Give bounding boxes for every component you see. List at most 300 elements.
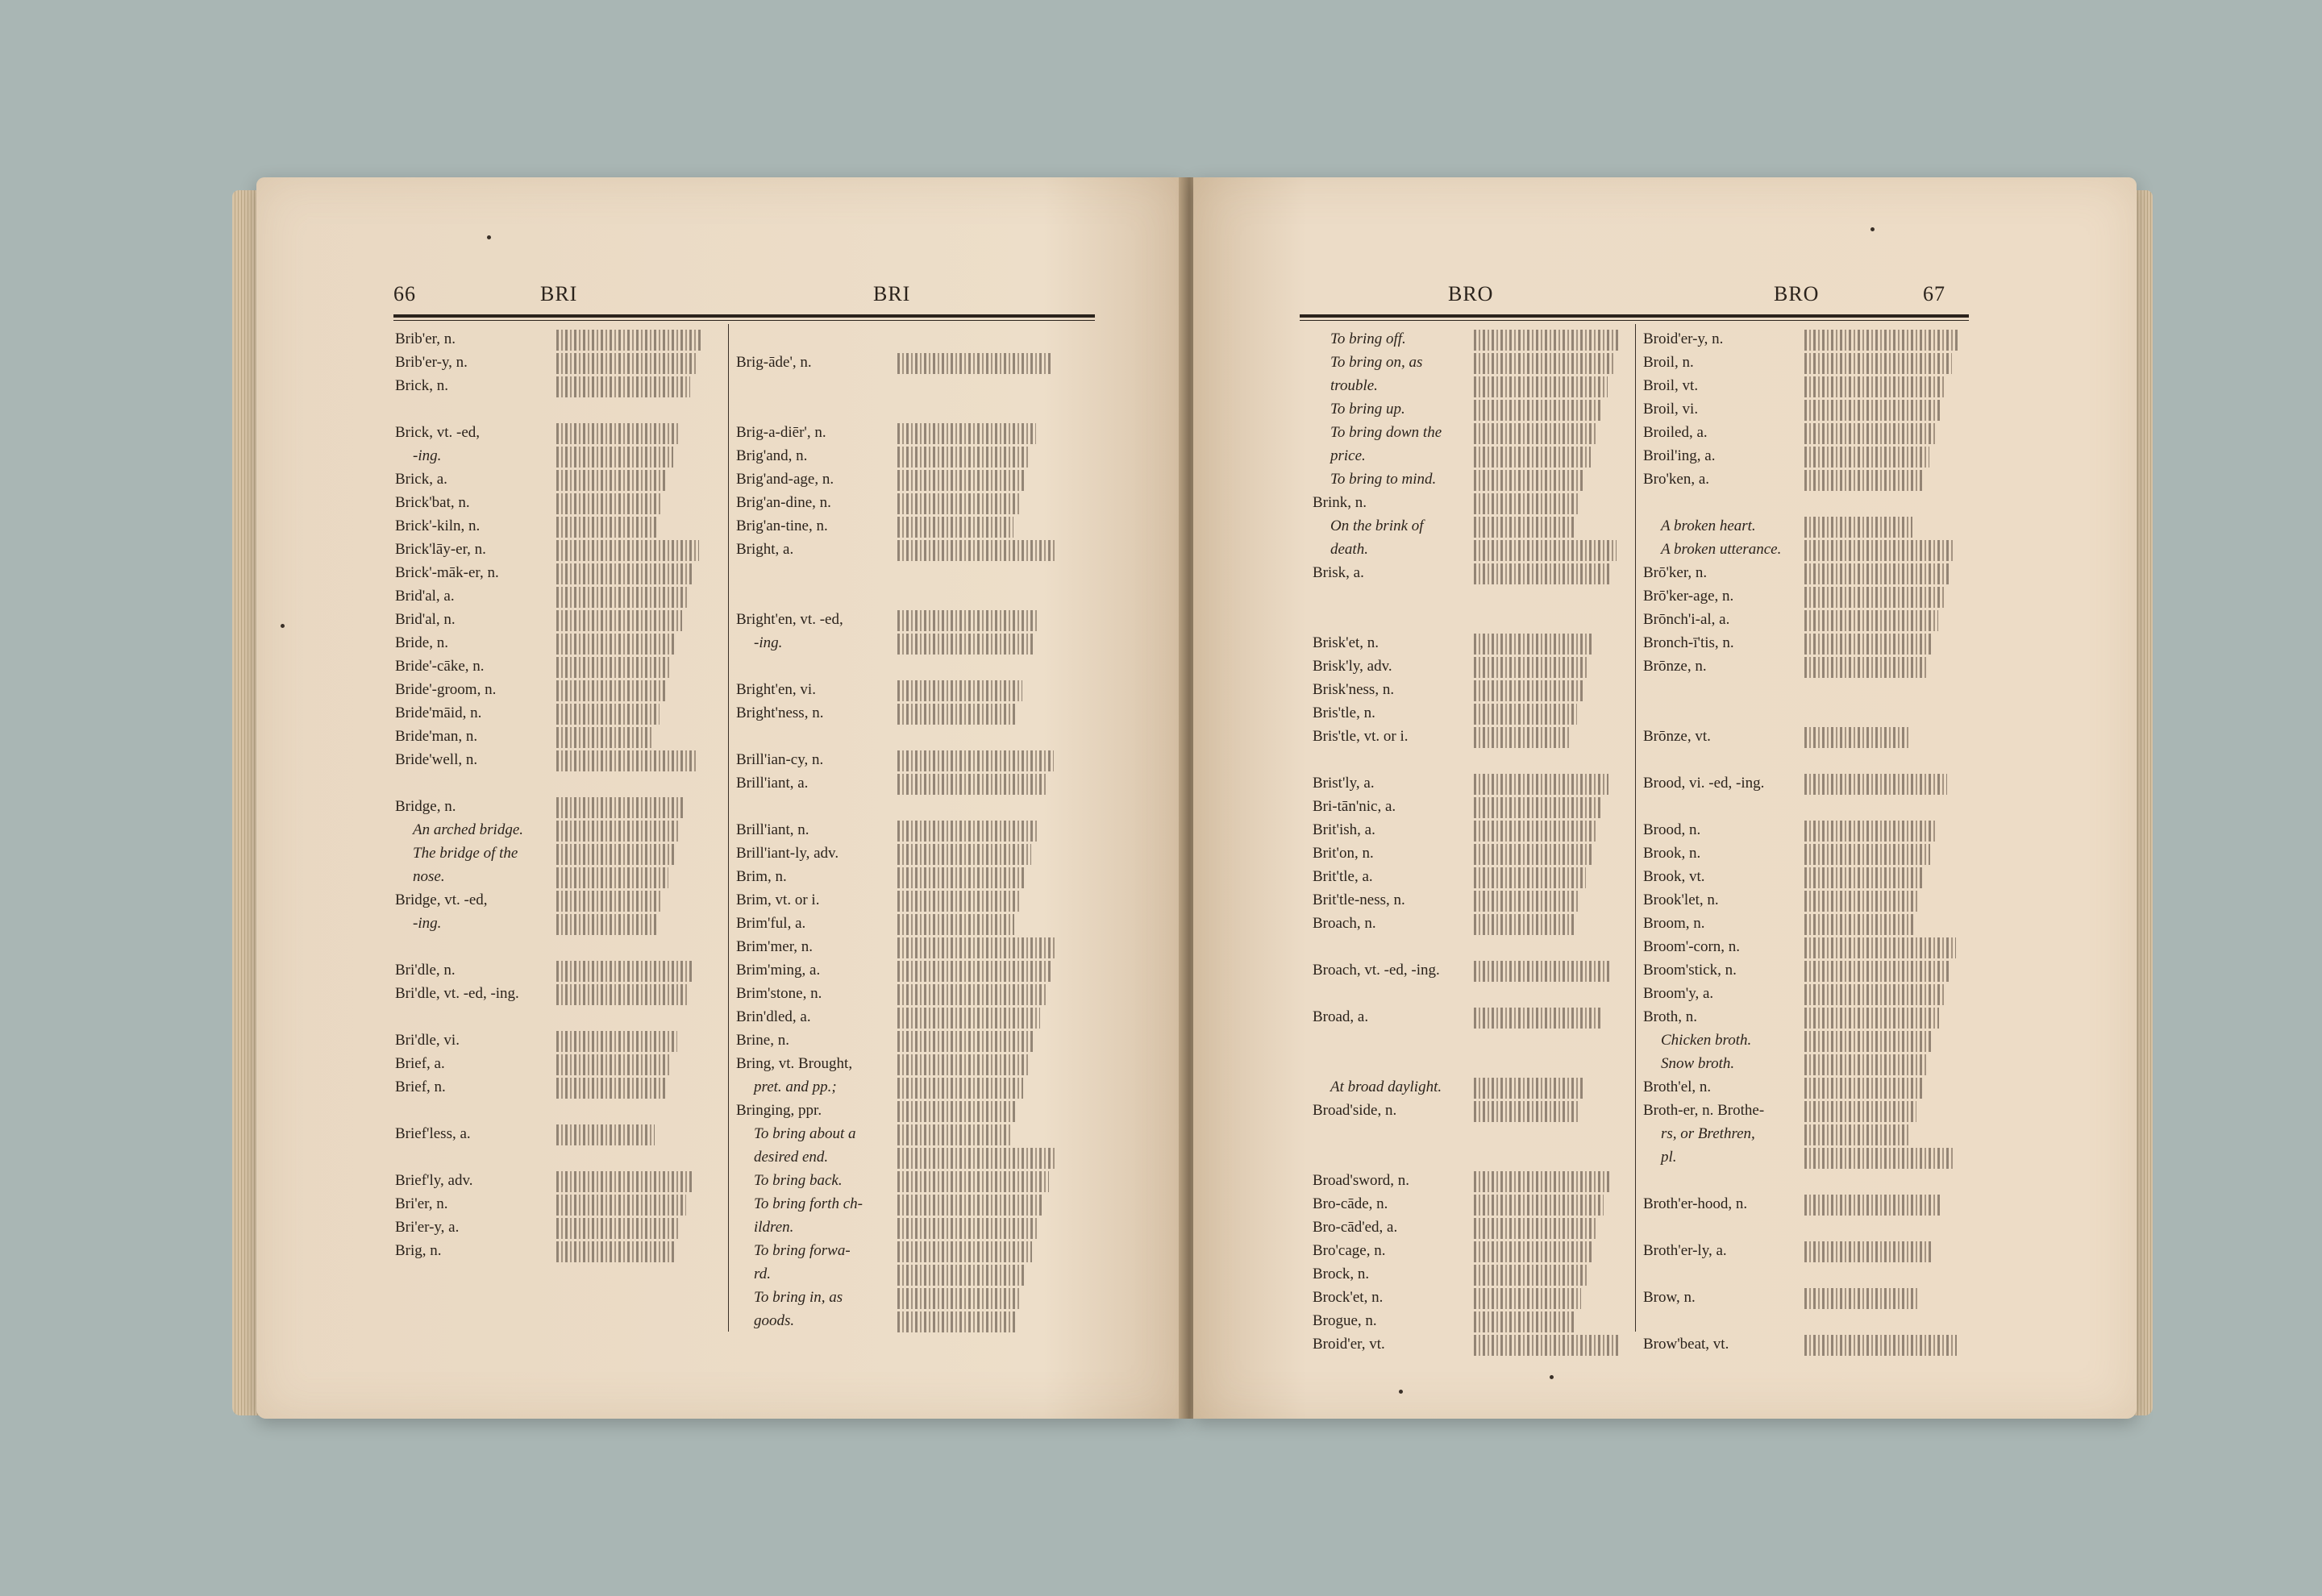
- entries-column-1: [395, 327, 566, 1262]
- entry-headword: Bri'dle, n.: [395, 962, 456, 979]
- dictionary-entry: [395, 444, 566, 468]
- japanese-gloss: [1474, 844, 1592, 865]
- dictionary-entry: [1313, 701, 1484, 725]
- dictionary-entry: [1313, 982, 1484, 1005]
- entry-headword: nose.: [413, 868, 445, 885]
- japanese-gloss: [897, 423, 1036, 444]
- entry-headword: Bring, vt. Brought,: [736, 1055, 853, 1072]
- entry-headword: Broom'-corn, n.: [1643, 938, 1741, 955]
- japanese-gloss: [1474, 376, 1608, 397]
- dictionary-entry: [1313, 327, 1484, 351]
- dictionary-entry: [395, 631, 566, 655]
- entry-headword: Brig, n.: [395, 1242, 442, 1259]
- japanese-gloss: [556, 867, 668, 888]
- japanese-gloss: [1804, 867, 1925, 888]
- entry-headword: To bring up.: [1330, 401, 1405, 418]
- dictionary-entry: [395, 608, 566, 631]
- japanese-gloss: [556, 750, 697, 771]
- japanese-gloss: [556, 704, 660, 725]
- japanese-gloss: [1474, 634, 1594, 655]
- dictionary-entry: [1643, 561, 1814, 584]
- dictionary-entry: [1313, 1005, 1484, 1029]
- entry-headword: To bring in, as: [754, 1289, 843, 1306]
- dictionary-entry: [395, 748, 566, 771]
- entry-headword: Bri'er-y, a.: [395, 1219, 460, 1236]
- japanese-gloss: [1804, 891, 1919, 912]
- entry-headword: Bride'māid, n.: [395, 704, 482, 721]
- dictionary-entry: [395, 561, 566, 584]
- japanese-gloss: [556, 1124, 655, 1145]
- entry-headword: Brōnze, n.: [1643, 658, 1707, 675]
- japanese-gloss: [897, 1288, 1021, 1309]
- entry-headword: -ing.: [413, 447, 442, 464]
- dictionary-entry: [1643, 1239, 1814, 1262]
- dictionary-entry: [1643, 935, 1814, 958]
- entry-headword: Chicken broth.: [1661, 1032, 1752, 1049]
- entry-headword: Broach, vt. -ed, -ing.: [1313, 962, 1440, 979]
- dictionary-entry: [736, 678, 907, 701]
- dictionary-entry: [1643, 795, 1814, 818]
- japanese-gloss: [897, 1124, 1012, 1145]
- entry-headword: Brill'iant, a.: [736, 775, 809, 792]
- entry-headword: Brogue, n.: [1313, 1312, 1377, 1329]
- entry-headword: goods.: [754, 1312, 795, 1329]
- japanese-gloss: [1804, 984, 1945, 1005]
- dictionary-entry: [1643, 982, 1814, 1005]
- dictionary-entry: [1643, 1005, 1814, 1029]
- dictionary-entry: [395, 935, 566, 958]
- dictionary-entry: [1313, 888, 1484, 912]
- paper-speck: [1399, 1390, 1403, 1394]
- japanese-gloss: [1474, 704, 1577, 725]
- dictionary-entry: [1643, 1029, 1814, 1052]
- dictionary-entry: [1313, 935, 1484, 958]
- japanese-gloss: [1804, 961, 1950, 982]
- dictionary-entry: [736, 608, 907, 631]
- dictionary-entry: [1313, 1216, 1484, 1239]
- japanese-gloss: [1804, 657, 1927, 678]
- dictionary-entry: [736, 1075, 907, 1099]
- dictionary-entry: [1643, 888, 1814, 912]
- japanese-gloss: [1474, 961, 1612, 982]
- japanese-gloss: [1804, 727, 1910, 748]
- japanese-gloss: [556, 984, 689, 1005]
- entry-headword: Brib'er-y, n.: [395, 354, 468, 371]
- entry-headword: Brid'al, n.: [395, 611, 456, 628]
- entry-headword: Broiled, a.: [1643, 424, 1708, 441]
- entry-headword: Brock, n.: [1313, 1266, 1370, 1282]
- japanese-gloss: [1474, 891, 1580, 912]
- entry-headword: Bri'dle, vi.: [395, 1032, 460, 1049]
- japanese-gloss: [1804, 353, 1952, 374]
- dictionary-entry: [1313, 655, 1484, 678]
- dictionary-entry: [1643, 374, 1814, 397]
- dictionary-entry: [736, 468, 907, 491]
- entry-headword: Brit'on, n.: [1313, 845, 1374, 862]
- dictionary-entry: [1313, 818, 1484, 842]
- entry-headword: Bright'en, vi.: [736, 681, 816, 698]
- entry-headword: Bride'man, n.: [395, 728, 478, 745]
- paper-speck: [1550, 1375, 1554, 1379]
- dictionary-entry: [1313, 608, 1484, 631]
- japanese-gloss: [1474, 353, 1613, 374]
- japanese-gloss: [897, 914, 1014, 935]
- entry-headword: Broil'ing, a.: [1643, 447, 1716, 464]
- dictionary-entry: [1643, 631, 1814, 655]
- entry-headword: Brim'mer, n.: [736, 938, 814, 955]
- dictionary-entry: [736, 397, 907, 421]
- entry-headword: A broken utterance.: [1661, 541, 1782, 558]
- dictionary-entry: [1643, 1286, 1814, 1309]
- japanese-gloss: [897, 493, 1019, 514]
- entry-headword: price.: [1330, 447, 1366, 464]
- dictionary-entry: [736, 771, 907, 795]
- japanese-gloss: [1474, 914, 1575, 935]
- dictionary-entry: [395, 1005, 566, 1029]
- dictionary-entry: [1313, 1145, 1484, 1169]
- entry-headword: Brō'ker-age, n.: [1643, 588, 1734, 605]
- japanese-gloss: [1474, 540, 1617, 561]
- entry-headword: Brill'iant-ly, adv.: [736, 845, 839, 862]
- dictionary-entry: [1313, 678, 1484, 701]
- japanese-gloss: [1804, 1078, 1922, 1099]
- entry-headword: Brid'al, a.: [395, 588, 455, 605]
- entries-column-2: [736, 327, 907, 1332]
- dictionary-entry: [1643, 351, 1814, 374]
- dictionary-entry: [395, 771, 566, 795]
- entry-headword: To bring off.: [1330, 330, 1406, 347]
- dictionary-entry: [395, 1099, 566, 1122]
- entry-headword: Broad'side, n.: [1313, 1102, 1397, 1119]
- dictionary-entry: [736, 1192, 907, 1216]
- japanese-gloss: [1804, 1241, 1931, 1262]
- dictionary-entry: [395, 842, 566, 865]
- dictionary-entry: [736, 701, 907, 725]
- japanese-gloss: [1474, 330, 1619, 351]
- entry-headword: To bring about a: [754, 1125, 856, 1142]
- japanese-gloss: [897, 680, 1022, 701]
- entry-headword: Brock'et, n.: [1313, 1289, 1384, 1306]
- running-head-left-1: BRI: [540, 282, 578, 305]
- entry-headword: Brim'ful, a.: [736, 915, 806, 932]
- japanese-gloss: [897, 1008, 1040, 1029]
- entry-headword: ildren.: [754, 1219, 794, 1236]
- entry-headword: Brill'ian-cy, n.: [736, 751, 824, 768]
- japanese-gloss: [897, 1241, 1032, 1262]
- dictionary-entry: [1313, 725, 1484, 748]
- dictionary-entry: [395, 655, 566, 678]
- entry-headword: Brill'iant, n.: [736, 821, 809, 838]
- dictionary-entry: [736, 491, 907, 514]
- entry-headword: Bro'ken, a.: [1643, 471, 1710, 488]
- entry-headword: Broom, n.: [1643, 915, 1705, 932]
- dictionary-entry: [736, 1052, 907, 1075]
- entry-headword: Broth-er, n. Brothe-: [1643, 1102, 1765, 1119]
- dictionary-entry: [1643, 538, 1814, 561]
- japanese-gloss: [1804, 470, 1924, 491]
- dictionary-entry: [1643, 678, 1814, 701]
- dictionary-entry: [736, 1122, 907, 1145]
- entry-headword: Brim'ming, a.: [736, 962, 821, 979]
- dictionary-entry: [1643, 1052, 1814, 1075]
- japanese-gloss: [1474, 563, 1611, 584]
- japanese-gloss: [1474, 447, 1591, 468]
- dictionary-entry: [395, 818, 566, 842]
- japanese-gloss: [1474, 400, 1602, 421]
- entry-headword: To bring forth ch-: [754, 1195, 863, 1212]
- japanese-gloss: [1804, 400, 1941, 421]
- japanese-gloss: [897, 1078, 1023, 1099]
- japanese-gloss: [897, 1195, 1043, 1216]
- entry-headword: Brick'bat, n.: [395, 494, 470, 511]
- dictionary-entry: [395, 351, 566, 374]
- entry-headword: Brist'ly, a.: [1313, 775, 1375, 792]
- dictionary-entry: [1313, 912, 1484, 935]
- japanese-gloss: [1474, 1101, 1578, 1122]
- entry-headword: desired end.: [754, 1149, 829, 1166]
- japanese-gloss: [897, 1311, 1015, 1332]
- japanese-gloss: [556, 1078, 666, 1099]
- dictionary-entry: [1643, 584, 1814, 608]
- entry-headword: Broil, n.: [1643, 354, 1694, 371]
- dictionary-entry: [395, 1192, 566, 1216]
- dictionary-entry: [736, 818, 907, 842]
- dictionary-entry: [736, 842, 907, 865]
- dictionary-entry: [1313, 795, 1484, 818]
- dictionary-entry: [395, 1169, 566, 1192]
- japanese-gloss: [1804, 1288, 1920, 1309]
- entry-headword: Broid'er, vt.: [1313, 1336, 1385, 1353]
- dictionary-entry: [395, 795, 566, 818]
- entry-headword: Snow broth.: [1661, 1055, 1735, 1072]
- japanese-gloss: [1804, 587, 1944, 608]
- dictionary-entry: [736, 1239, 907, 1262]
- japanese-gloss: [897, 470, 1025, 491]
- dictionary-entry: [1313, 514, 1484, 538]
- entry-headword: Brief, n.: [395, 1079, 446, 1095]
- dictionary-entry: [1643, 912, 1814, 935]
- japanese-gloss: [897, 1054, 1029, 1075]
- entry-headword: trouble.: [1330, 377, 1378, 394]
- dictionary-entry: [1643, 514, 1814, 538]
- japanese-gloss: [1804, 563, 1950, 584]
- entry-headword: Bride'-groom, n.: [395, 681, 497, 698]
- entry-headword: Brisk'ly, adv.: [1313, 658, 1392, 675]
- dictionary-entry: [1643, 958, 1814, 982]
- japanese-gloss: [556, 1031, 677, 1052]
- paper-speck: [281, 624, 285, 628]
- japanese-gloss: [897, 1101, 1017, 1122]
- japanese-gloss: [1804, 844, 1930, 865]
- entry-headword: Bright'en, vt. -ed,: [736, 611, 843, 628]
- entry-headword: Brick'lāy-er, n.: [395, 541, 486, 558]
- dictionary-entry: [1643, 1099, 1814, 1122]
- entry-headword: Brig'and, n.: [736, 447, 808, 464]
- japanese-gloss: [556, 563, 693, 584]
- dictionary-entry: [1313, 491, 1484, 514]
- japanese-gloss: [1474, 821, 1597, 842]
- dictionary-entry: [736, 421, 907, 444]
- japanese-gloss: [556, 517, 656, 538]
- japanese-gloss: [1474, 1311, 1575, 1332]
- entry-headword: Broid'er-y, n.: [1643, 330, 1724, 347]
- dictionary-entry: [1313, 1122, 1484, 1145]
- japanese-gloss: [897, 704, 1017, 725]
- japanese-gloss: [897, 1031, 1034, 1052]
- dictionary-entry: [1313, 865, 1484, 888]
- japanese-gloss: [556, 587, 688, 608]
- entry-headword: Bri-tān'nic, a.: [1313, 798, 1396, 815]
- right-page: [1193, 177, 2137, 1419]
- entry-headword: Bride, n.: [395, 634, 448, 651]
- japanese-gloss: [897, 891, 1020, 912]
- dictionary-entry: [736, 327, 907, 351]
- japanese-gloss: [897, 774, 1048, 795]
- dictionary-entry: [1643, 842, 1814, 865]
- japanese-gloss: [556, 1171, 692, 1192]
- japanese-gloss: [556, 727, 654, 748]
- japanese-gloss: [897, 750, 1054, 771]
- japanese-gloss: [897, 447, 1030, 468]
- dictionary-entry: [736, 1099, 907, 1122]
- dictionary-entry: [395, 1052, 566, 1075]
- japanese-gloss: [1804, 634, 1933, 655]
- dictionary-entry: [1313, 1169, 1484, 1192]
- entry-headword: To bring forwa-: [754, 1242, 851, 1259]
- entry-headword: To bring to mind.: [1330, 471, 1437, 488]
- japanese-gloss: [1474, 867, 1586, 888]
- entry-headword: An arched bridge.: [413, 821, 524, 838]
- dictionary-entry: [1313, 374, 1484, 397]
- dictionary-entry: [395, 1216, 566, 1239]
- dictionary-entry: [736, 1169, 907, 1192]
- entry-headword: Brig'an-dine, n.: [736, 494, 831, 511]
- entry-headword: death.: [1330, 541, 1368, 558]
- entry-headword: Broil, vt.: [1643, 377, 1699, 394]
- entry-headword: Brit'tle, a.: [1313, 868, 1373, 885]
- dictionary-entry: [395, 491, 566, 514]
- dictionary-entry: [395, 725, 566, 748]
- entry-headword: Brick'-kiln, n.: [395, 517, 481, 534]
- entry-headword: Bro'cage, n.: [1313, 1242, 1386, 1259]
- entry-headword: Bright'ness, n.: [736, 704, 824, 721]
- entry-headword: Broil, vi.: [1643, 401, 1699, 418]
- japanese-gloss: [556, 447, 673, 468]
- entry-headword: Brig-āde', n.: [736, 354, 812, 371]
- entry-headword: Bright, a.: [736, 541, 794, 558]
- column-divider: [1635, 324, 1636, 1332]
- dictionary-entry: [1313, 1332, 1484, 1356]
- entry-headword: The bridge of the: [413, 845, 518, 862]
- japanese-gloss: [556, 330, 701, 351]
- japanese-gloss: [1474, 1265, 1587, 1286]
- dictionary-entry: [1313, 397, 1484, 421]
- japanese-gloss: [556, 634, 676, 655]
- entry-headword: Brief'less, a.: [395, 1125, 471, 1142]
- entries-column-1: [1313, 327, 1484, 1356]
- japanese-gloss: [556, 610, 682, 631]
- japanese-gloss: [1804, 1124, 1911, 1145]
- left-page: [256, 177, 1182, 1419]
- dictionary-entry: [395, 958, 566, 982]
- entry-headword: At broad daylight.: [1330, 1079, 1442, 1095]
- entry-headword: Brit'ish, a.: [1313, 821, 1375, 838]
- dictionary-entry: [1313, 468, 1484, 491]
- dictionary-entry: [395, 1239, 566, 1262]
- entry-headword: Brink, n.: [1313, 494, 1367, 511]
- dictionary-entry: [395, 701, 566, 725]
- dictionary-entry: [395, 514, 566, 538]
- dictionary-entry: [1643, 468, 1814, 491]
- japanese-gloss: [1804, 610, 1938, 631]
- japanese-gloss: [1474, 517, 1574, 538]
- japanese-gloss: [1804, 447, 1929, 468]
- dictionary-entry: [1313, 1286, 1484, 1309]
- japanese-gloss: [897, 610, 1039, 631]
- entry-headword: Brin'dled, a.: [736, 1008, 811, 1025]
- dictionary-entry: [1643, 725, 1814, 748]
- japanese-gloss: [1474, 1288, 1581, 1309]
- dictionary-entry: [395, 397, 566, 421]
- dictionary-entry: [1313, 1052, 1484, 1075]
- entry-headword: rs, or Brethren,: [1661, 1125, 1755, 1142]
- japanese-gloss: [556, 1241, 675, 1262]
- entry-headword: pret. and pp.;: [754, 1079, 837, 1095]
- japanese-gloss: [1804, 1008, 1939, 1029]
- japanese-gloss: [1804, 376, 1946, 397]
- japanese-gloss: [1804, 914, 1913, 935]
- entry-headword: Brook'let, n.: [1643, 892, 1719, 908]
- dictionary-entry: [736, 514, 907, 538]
- japanese-gloss: [1474, 1171, 1609, 1192]
- japanese-gloss: [1474, 774, 1608, 795]
- japanese-gloss: [1804, 1101, 1916, 1122]
- japanese-gloss: [1474, 657, 1588, 678]
- japanese-gloss: [897, 634, 1034, 655]
- dictionary-entry: [395, 888, 566, 912]
- japanese-gloss: [556, 1218, 680, 1239]
- japanese-gloss: [897, 844, 1031, 865]
- entry-headword: To bring back.: [754, 1172, 843, 1189]
- entry-headword: -ing.: [413, 915, 442, 932]
- dictionary-entry: [1313, 1075, 1484, 1099]
- paper-speck: [487, 235, 491, 239]
- japanese-gloss: [897, 1218, 1038, 1239]
- dictionary-entry: [395, 1122, 566, 1145]
- dictionary-entry: [1313, 748, 1484, 771]
- entry-headword: Brief, a.: [395, 1055, 445, 1072]
- dictionary-entry: [395, 538, 566, 561]
- japanese-gloss: [556, 821, 680, 842]
- dictionary-entry: [1313, 538, 1484, 561]
- dictionary-entry: [736, 958, 907, 982]
- japanese-gloss: [556, 376, 690, 397]
- japanese-gloss: [556, 914, 657, 935]
- japanese-gloss: [1474, 470, 1585, 491]
- page-number-right: 67: [1923, 282, 1945, 305]
- dictionary-entry: [1643, 491, 1814, 514]
- entry-headword: Bri'er, n.: [395, 1195, 448, 1212]
- entry-headword: Broom'y, a.: [1643, 985, 1714, 1002]
- dictionary-entry: [395, 865, 566, 888]
- entry-headword: Brōnch'i-al, a.: [1643, 611, 1730, 628]
- entry-headword: Bris'tle, vt. or i.: [1313, 728, 1409, 745]
- dictionary-entry: [1643, 771, 1814, 795]
- entry-headword: Brig'and-age, n.: [736, 471, 834, 488]
- japanese-gloss: [556, 961, 694, 982]
- dictionary-entry: [1643, 421, 1814, 444]
- japanese-gloss: [1474, 1218, 1598, 1239]
